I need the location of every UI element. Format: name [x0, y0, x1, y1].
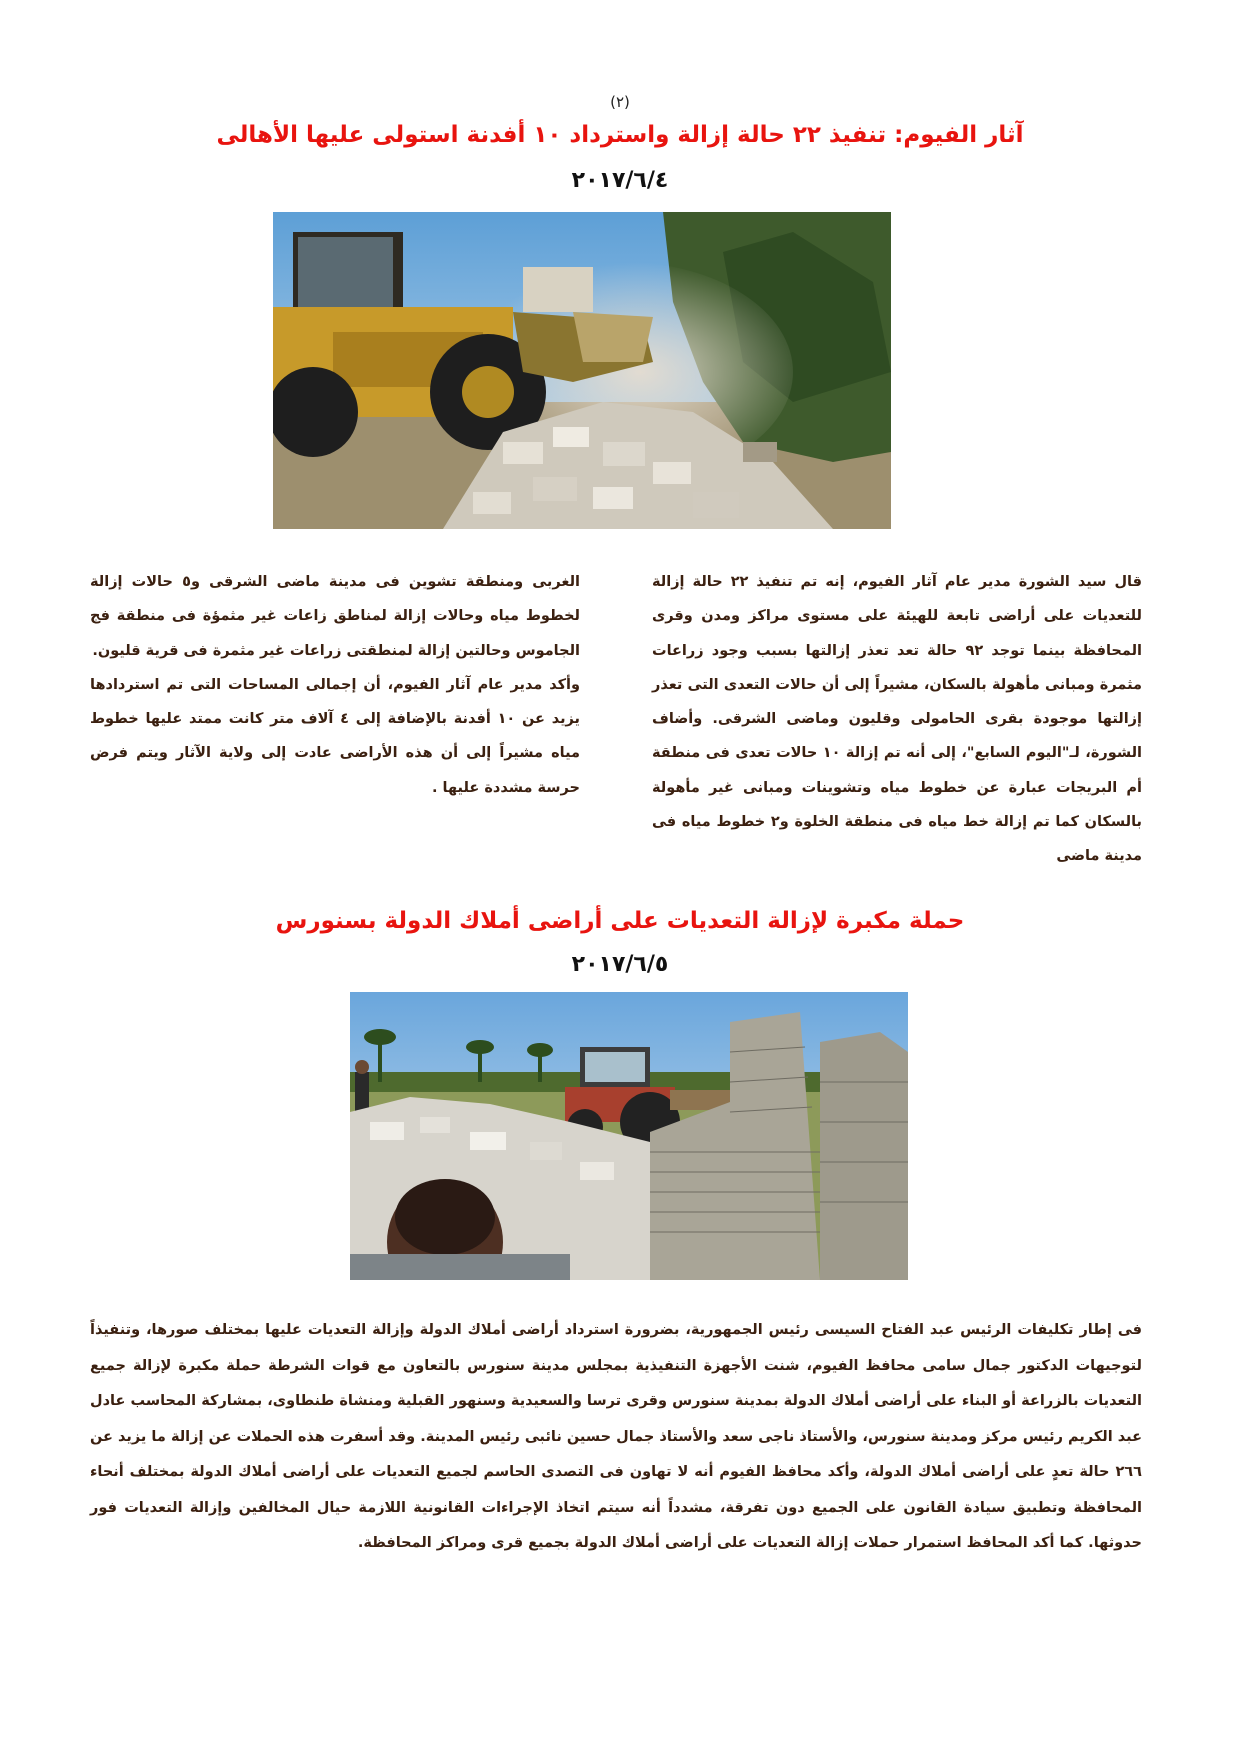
article1-paragraph: الغربى ومنطقة تشوين فى مدينة ماضى الشرقى و٥ حالات إزالة لخطوط مياه وحالات إزالة لمناطق زاعات غير مثمؤة فى منطقة فج الجاموس وحالتين إزالة لمنطقتى زراعات غير مثمرة فى قرية قليون.: [90, 574, 580, 659]
article1-paragraph: وأكد مدير عام آثار الفيوم، أن إجمالى المساحات التى تم استردادها يزيد عن ١٠ أفدنة بالإضافة إلى ٤ آلاف متر كانت ممتد عليها خطوط مياه مشيراً إلى أن هذه الأراضى عادت إلى ولاية الآثار ويتم فرض حرسة مشددة عليها .: [90, 676, 580, 796]
article2-body: [90, 1313, 1142, 1562]
tractor-demolition-photo: [350, 992, 908, 1280]
article1-headline: آثار الفيوم: تنفيذ ٢٢ حالة إزالة واسترداد ١٠ أفدنة استولى عليها الأهالى: [216, 122, 1024, 148]
article2-date: ٢٠١٧/٦/٥: [571, 952, 669, 977]
article1-date: ٢٠١٧/٦/٤: [571, 168, 669, 193]
article2-headline: حملة مكبرة لإزالة التعديات على أراضى أملاك الدولة بسنورس: [275, 908, 965, 934]
bulldozer-demolition-photo: [273, 212, 891, 529]
article1-body-right-column: [652, 565, 1142, 874]
page-number: (٢): [610, 93, 630, 111]
article1-body-left-column: [90, 565, 580, 805]
article1-paragraph: قال سيد الشورة مدير عام آثار الفيوم، إنه تم تنفيذ ٢٢ حالة إزالة للتعديات على أراضى تابعة للهيئة على مستوى مراكز ومدن وقرى المحافظة بينما توجد ٩٢ حالة تعد تعذر إزالتها بسبب وجود زراعات مثمرة ومبانى مأهولة بالسكان، مشيراً إلى أن حالات التعدى التى تعذر إزالتها موجودة بقرى الحامولى وقليون وماضى الشرقى. وأضاف الشورة، لـ"اليوم السابع"، إلى أنه تم إزالة ١٠ حالات تعدى فى منطقة أم البريجات عبارة عن خطوط مياه وتشوينات ومبانى غير مأهولة بالسكان كما تم إزالة خط مياه فى منطقة الخلوة و٢ خطوط مياه فى مدينة ماضى: [652, 574, 1142, 865]
article2-paragraph: فى إطار تكليفات الرئيس عبد الفتاح السيسى رئيس الجمهورية، بضرورة استرداد أراضى أملاك الدولة وإزالة التعديات عليها بمختلف صورها، وتنفيذاً لتوجيهات الدكتور جمال سامى محافظ الفيوم، شنت الأجهزة التنفيذية بمجلس مدينة سنورس بالتعاون مع قوات الشرطة حملة مكبرة لإزالة جميع التعديات بالزراعة أو البناء على أراضى أملاك الدولة بمدينة سنورس وقرى ترسا والسعيدية وسنهور القبلية ومنشاة طنطاوى، بمشاركة المحاسب عادل عبد الكريم رئيس مركز ومدينة سنورس، والأستاذ ناجى سعد والأستاذ جمال حسين نائبى رئيس المدينة. وقد أسفرت هذه الحملات عن إزالة ما يزيد عن ٢٦٦ حالة تعدٍ على أراضى أملاك الدولة، وأكد محافظ الفيوم أنه لا تهاون فى التصدى الحاسم لجميع التعديات على أراضى أملاك الدولة بمختلف أنحاء المحافظة وتطبيق سيادة القانون على الجميع دون تفرقة، مشدداً أنه سيتم اتخاذ الإجراءات القانونية اللازمة حيال المخالفين وإزالة التعديات فور حدوثها. كما أكد المحافظ استمرار حملات إزالة التعديات على أراضى أملاك الدولة بجميع قرى ومراكز المحافظة.: [90, 1322, 1142, 1551]
